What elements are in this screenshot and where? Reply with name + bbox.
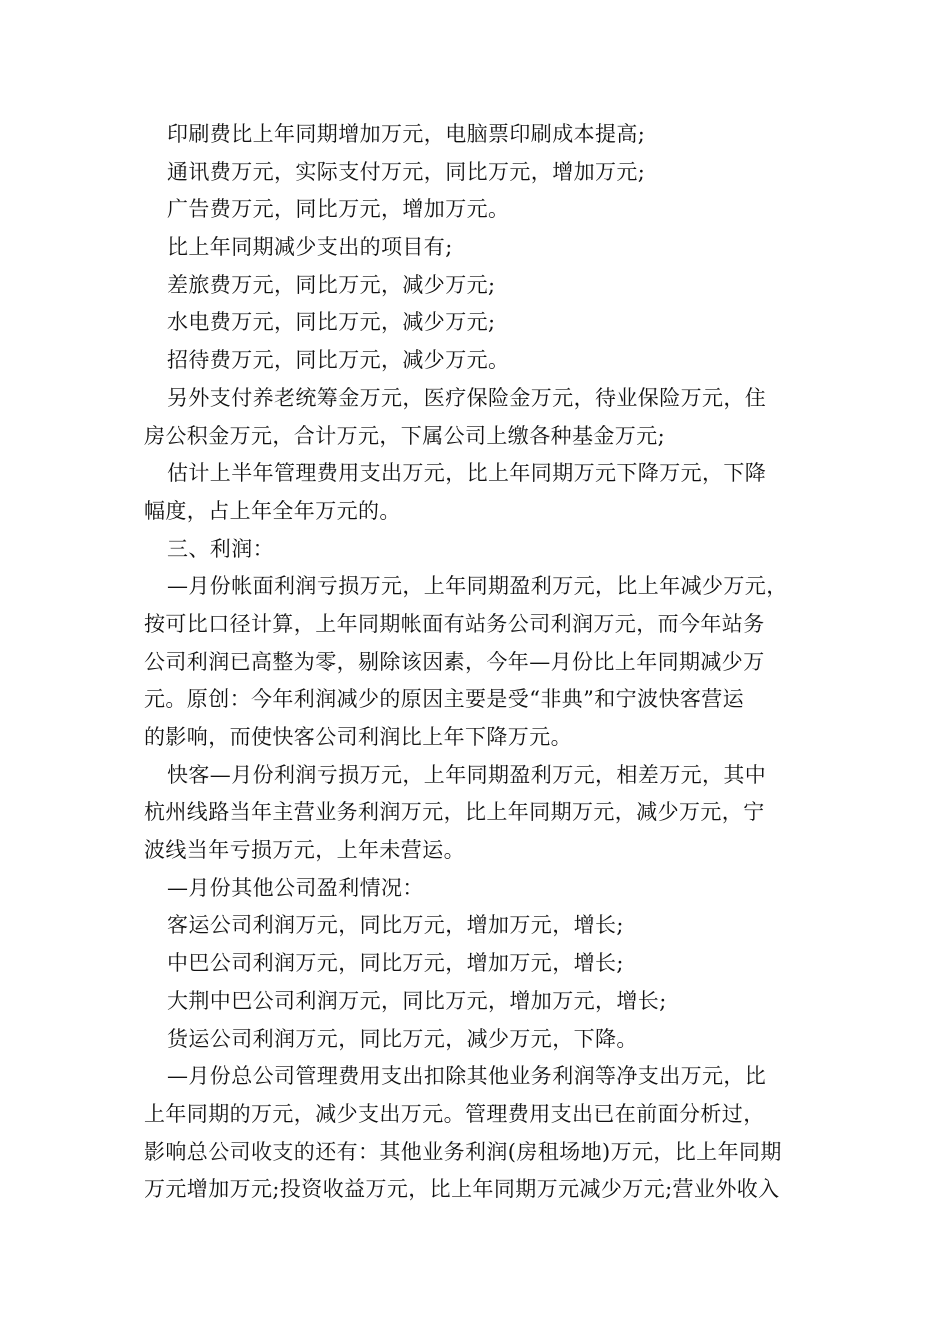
document-body [144, 116, 816, 1209]
paragraph-line: 水电费万元，同比万元，减少万元; [167, 310, 496, 335]
paragraph-line: 公司利润已高整为零，剔除该因素，今年—月份比上年同期减少万 [144, 649, 765, 674]
paragraph-line: 客运公司利润万元，同比万元，增加万元，增长; [167, 913, 624, 938]
paragraph-line: 中巴公司利润万元，同比万元，增加万元，增长; [167, 951, 624, 976]
paragraph-line: 波线当年亏损万元，上年未营运。 [144, 838, 465, 863]
paragraph-line: 估计上半年管理费用支出万元，比上年同期万元下降万元，下降 [167, 461, 767, 486]
paragraph-line: —月份帐面利润亏损万元，上年同期盈利万元，比上年减少万元， [167, 574, 788, 599]
paragraph-line: 房公积金万元，合计万元，下属公司上缴各种基金万元; [144, 423, 666, 448]
paragraph-line: 上年同期的万元，减少支出万元。管理费用支出已在前面分析过， [144, 1101, 765, 1126]
paragraph-line: 广告费万元，同比万元，增加万元。 [167, 197, 510, 222]
paragraph-line: 比上年同期减少支出的项目有; [167, 235, 453, 260]
paragraph-line: 按可比口径计算，上年同期帐面有站务公司利润万元，而今年站务 [144, 611, 765, 636]
paragraph-line: 快客—月份利润亏损万元，上年同期盈利万元，相差万元，其中 [167, 762, 767, 787]
paragraph-line: 印刷费比上年同期增加万元，电脑票印刷成本提高; [167, 122, 646, 146]
paragraph-line: 差旅费万元，同比万元，减少万元; [167, 272, 496, 297]
paragraph-line: 幅度，占上年全年万元的。 [144, 498, 401, 523]
paragraph-line: 通讯费万元，实际支付万元，同比万元，增加万元; [167, 159, 646, 184]
paragraph-line: 元。原创：今年利润减少的原因主要是受“非典”和宁波快客营运 [144, 687, 745, 712]
paragraph-line: 招待费万元，同比万元，减少万元。 [167, 348, 510, 373]
paragraph-line: 货运公司利润万元，同比万元，减少万元，下降。 [167, 1026, 638, 1051]
paragraph-line: 的影响，而使快客公司利润比上年下降万元。 [144, 725, 572, 749]
paragraph-line: 万元增加万元;投资收益万元，比上年同期万元减少万元;营业外收入 [144, 1177, 780, 1202]
paragraph-line: 杭州线路当年主营业务利润万元，比上年同期万元，减少万元，宁 [144, 800, 765, 825]
paragraph-line: 大荆中巴公司利润万元，同比万元，增加万元，增长; [167, 988, 667, 1013]
section-heading: 三、利润： [167, 536, 274, 561]
paragraph-line: 另外支付养老统筹金万元，医疗保险金万元，待业保险万元，住 [167, 385, 767, 410]
paragraph-line: 影响总公司收支的还有：其他业务利润(房租场地)万元，比上年同期 [144, 1139, 782, 1164]
paragraph-line: —月份其他公司盈利情况： [167, 875, 424, 900]
paragraph-line: —月份总公司管理费用支出扣除其他业务利润等净支出万元，比 [167, 1064, 767, 1089]
